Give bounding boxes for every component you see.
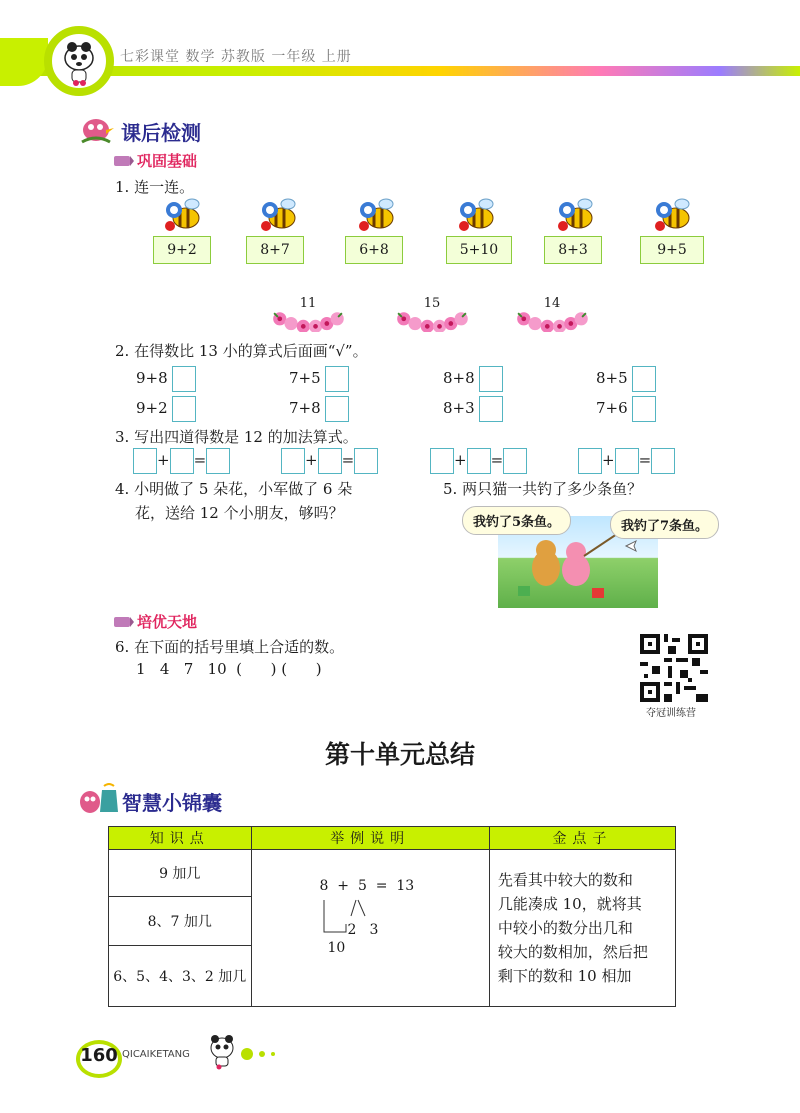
question-4-line1: 4. 小明做了 5 朵花，小军做了 6 朵 — [115, 480, 353, 498]
tips-subtitle: 智慧小锦囊 — [122, 791, 222, 815]
answer-box[interactable] — [281, 448, 305, 474]
question-3: 3. 写出四道得数是 12 的加法算式。 — [115, 428, 358, 446]
header-title: 七彩课堂 数学 苏教版 一年级 上册 — [120, 49, 352, 65]
answer-box[interactable] — [503, 448, 527, 474]
header-gradient-bar — [0, 66, 800, 76]
tip-line: 中较小的数分出几和 — [497, 919, 633, 937]
answer-box[interactable] — [172, 396, 196, 422]
bee-icon — [256, 196, 300, 236]
q2-item: 9+8 — [136, 366, 196, 392]
answer-box[interactable] — [172, 366, 196, 392]
question-5: 5. 两只猫一共钓了多少条鱼？ — [443, 480, 643, 498]
q2-item: 7+8 — [289, 396, 349, 422]
unit-summary-title: 第十单元总结 — [324, 740, 475, 769]
qr-code-icon — [640, 634, 708, 702]
question-4-line2: 花，送给 12 个小朋友，够吗？ — [135, 504, 344, 522]
panda-mascot-icon — [202, 1030, 242, 1070]
pencil-tag-icon — [112, 614, 134, 630]
answer-box[interactable] — [632, 396, 656, 422]
question-6: 6. 在下面的括号里填上合适的数。 — [115, 638, 345, 656]
q2-item: 8+8 — [443, 366, 503, 392]
answer-box[interactable] — [318, 448, 342, 474]
expression-card: 8+7 — [246, 236, 304, 264]
answer-box[interactable] — [430, 448, 454, 474]
tip-line: 先看其中较大的数和 — [497, 871, 633, 889]
split-part: 2 — [347, 922, 357, 938]
knowledge-point: 8、7 加几 — [109, 897, 252, 946]
answer-box[interactable] — [170, 448, 194, 474]
cartoon-bag-icon — [76, 780, 120, 816]
column-header: 知识点 — [109, 827, 252, 850]
split-part: 3 — [369, 922, 379, 938]
tip-line: 较大的数相加，然后把 — [497, 943, 648, 961]
expression-card: 9+5 — [640, 236, 704, 264]
panda-mascot-icon — [52, 34, 106, 88]
tip-line: 几能凑成 10，就将其 — [497, 895, 642, 913]
q2-item: 7+6 — [596, 396, 656, 422]
flower-number: 15 — [423, 296, 441, 311]
answer-box[interactable] — [325, 366, 349, 392]
question-2: 2. 在得数比 13 小的算式后面画“√”。 — [115, 342, 368, 360]
knowledge-point: 9 加几 — [109, 850, 252, 897]
answer-box[interactable] — [133, 448, 157, 474]
summary-table — [108, 826, 676, 1007]
page-number: 160 — [80, 1045, 118, 1066]
answer-box[interactable] — [578, 448, 602, 474]
speech-bubble-2: 我钓了7条鱼。 — [610, 510, 719, 539]
subsection-basics: 巩固基础 — [137, 152, 198, 170]
bee-icon — [160, 196, 204, 236]
answer-box[interactable] — [479, 396, 503, 422]
expression-card: 9+2 — [153, 236, 211, 264]
q2-item: 8+3 — [443, 396, 503, 422]
answer-box[interactable] — [206, 448, 230, 474]
answer-box[interactable] — [615, 448, 639, 474]
speech-bubble-1: 我钓了5条鱼。 — [462, 506, 571, 535]
q2-item: 7+5 — [289, 366, 349, 392]
answer-box[interactable] — [467, 448, 491, 474]
equation-template: + = — [133, 448, 230, 474]
answer-box[interactable] — [325, 396, 349, 422]
section-title: 课后检测 — [121, 121, 201, 145]
ten-label: 10 — [327, 940, 346, 956]
example-cell — [251, 850, 489, 1007]
answer-box[interactable] — [479, 366, 503, 392]
tip-line: 剩下的数和 10 相加 — [497, 967, 632, 985]
header-mascot-ring — [44, 26, 114, 96]
answer-box[interactable] — [632, 366, 656, 392]
example-expression: 8 + 5 = 13 — [319, 878, 415, 894]
flower-number: 11 — [299, 296, 317, 311]
answer-box[interactable] — [651, 448, 675, 474]
q2-item: 8+5 — [596, 366, 656, 392]
bee-icon — [553, 196, 597, 236]
header-tab — [0, 38, 48, 86]
footer-brand: QICAIKETANG — [122, 1049, 190, 1060]
answer-box[interactable] — [354, 448, 378, 474]
expression-card: 5+10 — [446, 236, 512, 264]
q2-item: 9+2 — [136, 396, 196, 422]
bee-icon — [454, 196, 498, 236]
column-header: 金点子 — [489, 827, 675, 850]
table-header-row — [109, 827, 676, 850]
equation-template: + = — [578, 448, 675, 474]
expression-card: 6+8 — [345, 236, 403, 264]
column-header: 举例说明 — [251, 827, 489, 850]
knowledge-point: 6、5、4、3、2 加几 — [109, 946, 252, 1007]
number-sequence: 1 4 7 10 ( ) ( ) — [136, 660, 322, 678]
pencil-tag-icon — [112, 153, 134, 169]
bee-icon — [354, 196, 398, 236]
equation-template: + = — [281, 448, 378, 474]
subsection-advanced: 培优天地 — [137, 613, 198, 631]
expression-card: 8+3 — [544, 236, 602, 264]
table-row — [109, 850, 676, 897]
flower-number: 14 — [543, 296, 561, 311]
decorative-dots-icon — [240, 1046, 280, 1062]
equation-template: + = — [430, 448, 527, 474]
qr-caption: 夺冠训练营 — [646, 708, 696, 719]
tip-cell — [489, 850, 675, 1007]
bee-icon — [650, 196, 694, 236]
question-1: 1. 连一连。 — [115, 178, 195, 196]
bird-mascot-icon — [76, 112, 116, 146]
